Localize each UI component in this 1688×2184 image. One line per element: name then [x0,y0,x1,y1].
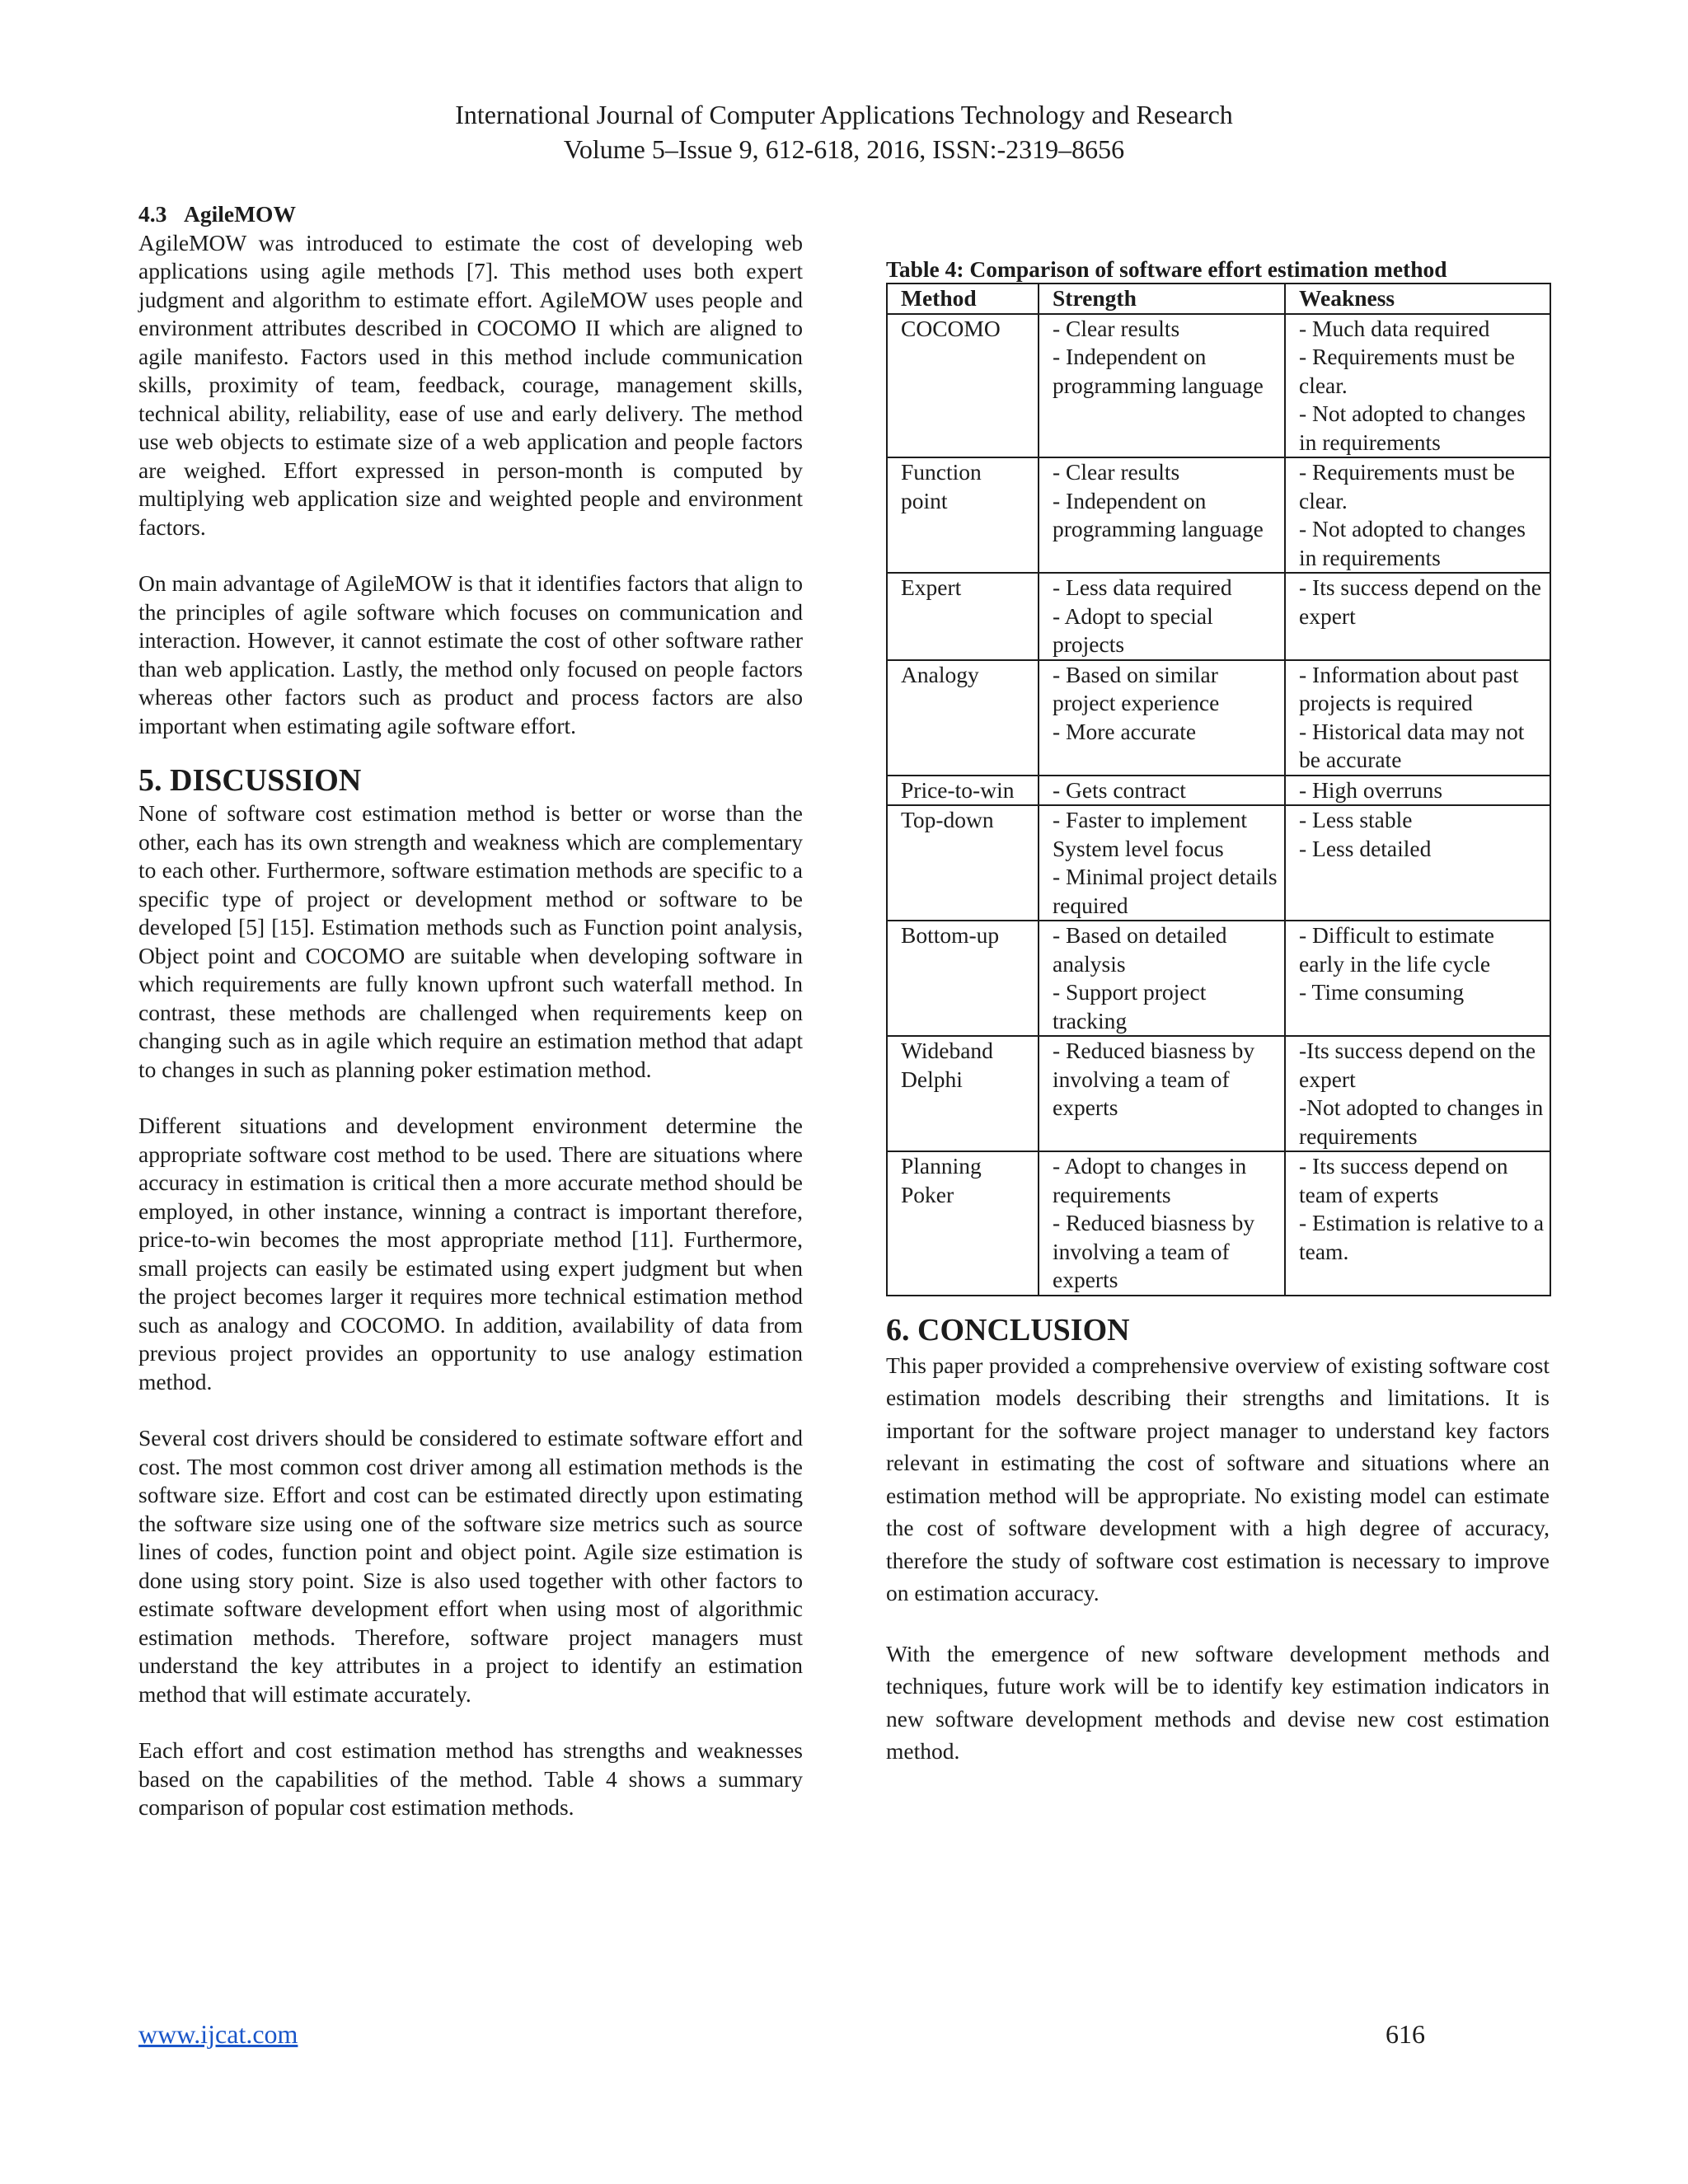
table-cell-method [887,457,1039,573]
subsection-heading-agilemow [138,200,803,229]
table-cell-line: - Adopt to changes in requirements [1053,1153,1247,1207]
table-header-row [887,284,1550,314]
table-cell-line: - Requirements must be clear. [1299,344,1515,398]
table-cell-line: -Its success depend on the expert [1299,1038,1536,1092]
agilemow-paragraph-1: AgileMOW was introduced to estimate the cost of developing web applications using agile methods [7]. This method uses both expert judgment and algorithm to estimate effort. AgileMOW uses people and environment attributes described in COCOMO II which are aligned to agile manifesto. Factors used in this method include communication skills, proximity of team, feedback, courage, management skills, technical ability, reliability, ease of use and early delivery. The method use web objects to estimate size of a web application and people factors are weighed. Effort expressed in person-month is computed by multiplying web application size and weighted people and environment factors. [138,229,803,540]
table-cell-line: - Its success depend on team of experts [1299,1153,1508,1207]
table-cell-line: -Not adopted to changes in requirements [1299,1094,1544,1149]
table-row [887,457,1550,573]
table-row [887,1036,1550,1151]
discussion-paragraph-1: None of software cost estimation method is better or worse than the other, each has its own strength and weakness which are complementary to each other. Furthermore, software estimation methods are specific to a specific type of project or development method or software to be developed [5] [15]. Estimation methods such as Function point analysis, Object point and COCOMO are suitable when developing software in which requirements are fully known upfront such waterfall method. In contrast, these methods are challenged when requirements keep on changing such as in agile which require an estimation method that adapt to changes in such as planning poker estimation method. [138,800,803,1082]
discussion-heading: 5. DISCUSSION [138,763,362,798]
table-cell-line: - Less stable [1299,807,1413,832]
agilemow-paragraph-2: On main advantage of AgileMOW is that it identifies factors that align to the principles of agile software which focuses on communication and interaction. However, it cannot estimate the cost of other software rather than web application. Lastly, the method only focused on people factors whereas other factors such as product and process factors are also important when estimating agile software effort. [138,570,803,738]
table-cell-weakness [1285,776,1550,806]
table-row [887,573,1550,660]
table-cell-line: - High overruns [1299,776,1443,803]
subsection-number: 4.3 [138,201,167,227]
table-cell-line: - Adopt to special projects [1053,602,1213,657]
table-cell-line: - More accurate [1053,718,1197,744]
table-header-strength: Strength [1039,284,1285,314]
table-cell-line: Expert [901,574,962,600]
subsection-title: AgileMOW [184,201,296,227]
table-cell-line: Price-to-win [901,776,1015,803]
table-cell-line: - Historical data may not be accurate [1299,718,1525,772]
table-header-weakness: Weakness [1285,284,1550,314]
table-cell-line: Wideband Delphi [901,1038,993,1092]
table-row [887,314,1550,458]
table-cell-line: - Clear results [1053,315,1180,341]
table-cell-method [887,660,1039,776]
table-cell-line: - Minimal project details required [1053,864,1278,918]
table-cell-strength [1039,314,1285,458]
table-row [887,805,1550,921]
table-row [887,1151,1550,1296]
table-cell-line: - Based on similar project experience [1053,661,1220,715]
table-cell-strength [1039,660,1285,776]
table-row [887,660,1550,776]
table-cell-weakness [1285,573,1550,660]
table-cell-weakness [1285,1151,1550,1296]
journal-website-link[interactable]: www.ijcat.com [138,2019,298,2049]
discussion-paragraph-3: Several cost drivers should be considered to estimate software effort and cost. The most common cost driver among all estimation methods is the software size. Effort and cost can be estimated directly upon estimating the software size using one of the software size metrics such as source lines of codes, function point and object point. Agile size estimation is done using story point. Size is also used together with other factors to estimate software development effort when using most of algorithmic estimation methods. Therefore, software project managers must understand the key attributes in a project to identify an estimation method that will estimate accurately. [138,1425,803,1707]
table-cell-strength [1039,573,1285,660]
table-cell-line: - Not adopted to changes in requirements [1299,401,1526,455]
table-body [887,314,1550,1296]
table-cell-line: - Independent on programming language [1053,344,1264,398]
table-cell-line: - Requirements must be clear. [1299,459,1515,513]
table-cell-line: - Estimation is relative to a team. [1299,1210,1545,1264]
table-cell-strength [1039,776,1285,806]
table-cell-method [887,573,1039,660]
table-cell-weakness [1285,921,1550,1036]
table-cell-strength [1039,457,1285,573]
journal-volume: Volume 5–Issue 9, 612-618, 2016, ISSN:-2319–8656 [563,134,1125,164]
table-cell-line: - Reduced biasness by involving a team of experts [1053,1210,1255,1292]
table-cell-line: Planning Poker [901,1153,982,1207]
table-cell-method [887,805,1039,921]
table-cell-line: - Less detailed [1299,835,1432,861]
table-cell-strength [1039,921,1285,1036]
table-cell-line: - Faster to implement System level focus [1053,807,1247,861]
discussion-paragraph-4: Each effort and cost estimation method has strengths and weaknesses based on the capabilities of the method. Table 4 shows a summary comparison of popular cost estimation methods. [138,1737,803,1820]
table-cell-method [887,1151,1039,1296]
table-cell-method [887,314,1039,458]
table-cell-line: - Much data required [1299,315,1490,341]
table-header-method: Method [887,284,1039,314]
table-cell-line: Analogy [901,661,979,687]
table-cell-line: - Less data required [1053,574,1232,600]
table-cell-weakness [1285,805,1550,921]
conclusion-paragraph-1: This paper provided a comprehensive overview of existing software cost estimation models describing their strengths and limitations. It is important for the software project manager to understand key factors relevant in estimating the cost of software and situations where an estimation method will be appropriate. No existing model can estimate the cost of software development with a high degree of accuracy, therefore the study of software cost estimation is necessary to improve on estimation accuracy. [886,1352,1550,1605]
table-cell-line: - Its success depend on the expert [1299,574,1542,629]
table-cell-line: - Based on detailed analysis [1053,922,1227,977]
table-cell-weakness [1285,457,1550,573]
table-cell-line: COCOMO [901,315,1001,341]
table-cell-line: - Reduced biasness by involving a team of experts [1053,1038,1255,1120]
table-cell-line: - Time consuming [1299,979,1465,1005]
table-cell-method [887,921,1039,1036]
table-cell-line: - Not adopted to changes in requirements [1299,516,1526,570]
table-cell-line: - Support project tracking [1053,979,1207,1033]
discussion-paragraph-2: Different situations and development environment determine the appropriate software cost method to be used. There are situations where accuracy in estimation is critical then a more accurate method should be employed, in other instance, winning a contract is important therefore, price-to-win becomes the most appropriate method [11]. Furthermore, small projects can easily be estimated using expert judgment but when the project becomes larger it requires more technical estimation method such as analogy and COCOMO. In addition, availability of data from previous project provides an opportunity to use analogy estimation method. [138,1113,803,1394]
conclusion-heading: 6. CONCLUSION [886,1312,1130,1347]
journal-header [0,97,1688,166]
table-cell-line: - Gets contract [1053,776,1186,803]
table-cell-weakness [1285,314,1550,458]
comparison-table [886,283,1551,1296]
table-cell-strength [1039,805,1285,921]
table-cell-method [887,776,1039,806]
table-cell-method [887,1036,1039,1151]
table-cell-line: Bottom-up [901,922,1000,948]
conclusion-paragraph-2: With the emergence of new software development methods and techniques, future work will be to identify key estimation indicators in new software development methods and devise new cost estimation method. [886,1640,1550,1764]
table-cell-line: Function point [901,459,982,513]
table-cell-weakness [1285,1036,1550,1151]
page-number: 616 [1386,2019,1425,2049]
table-cell-weakness [1285,660,1550,776]
table-cell-strength [1039,1036,1285,1151]
table-cell-line: - Clear results [1053,459,1180,485]
right-column [886,256,1550,1796]
table-cell-line: - Independent on programming language [1053,487,1264,541]
table-row [887,921,1550,1036]
table-cell-line: - Information about past projects is required [1299,661,1519,715]
table-cell-strength [1039,1151,1285,1296]
journal-title: International Journal of Computer Applications Technology and Research [455,100,1233,129]
table-caption: Table 4: Comparison of software effort estimation method [886,256,1447,282]
table-cell-line: Top-down [901,807,994,832]
left-column [138,200,803,1850]
table-cell-line: - Difficult to estimate early in the life cycle [1299,922,1494,977]
table-row [887,776,1550,806]
